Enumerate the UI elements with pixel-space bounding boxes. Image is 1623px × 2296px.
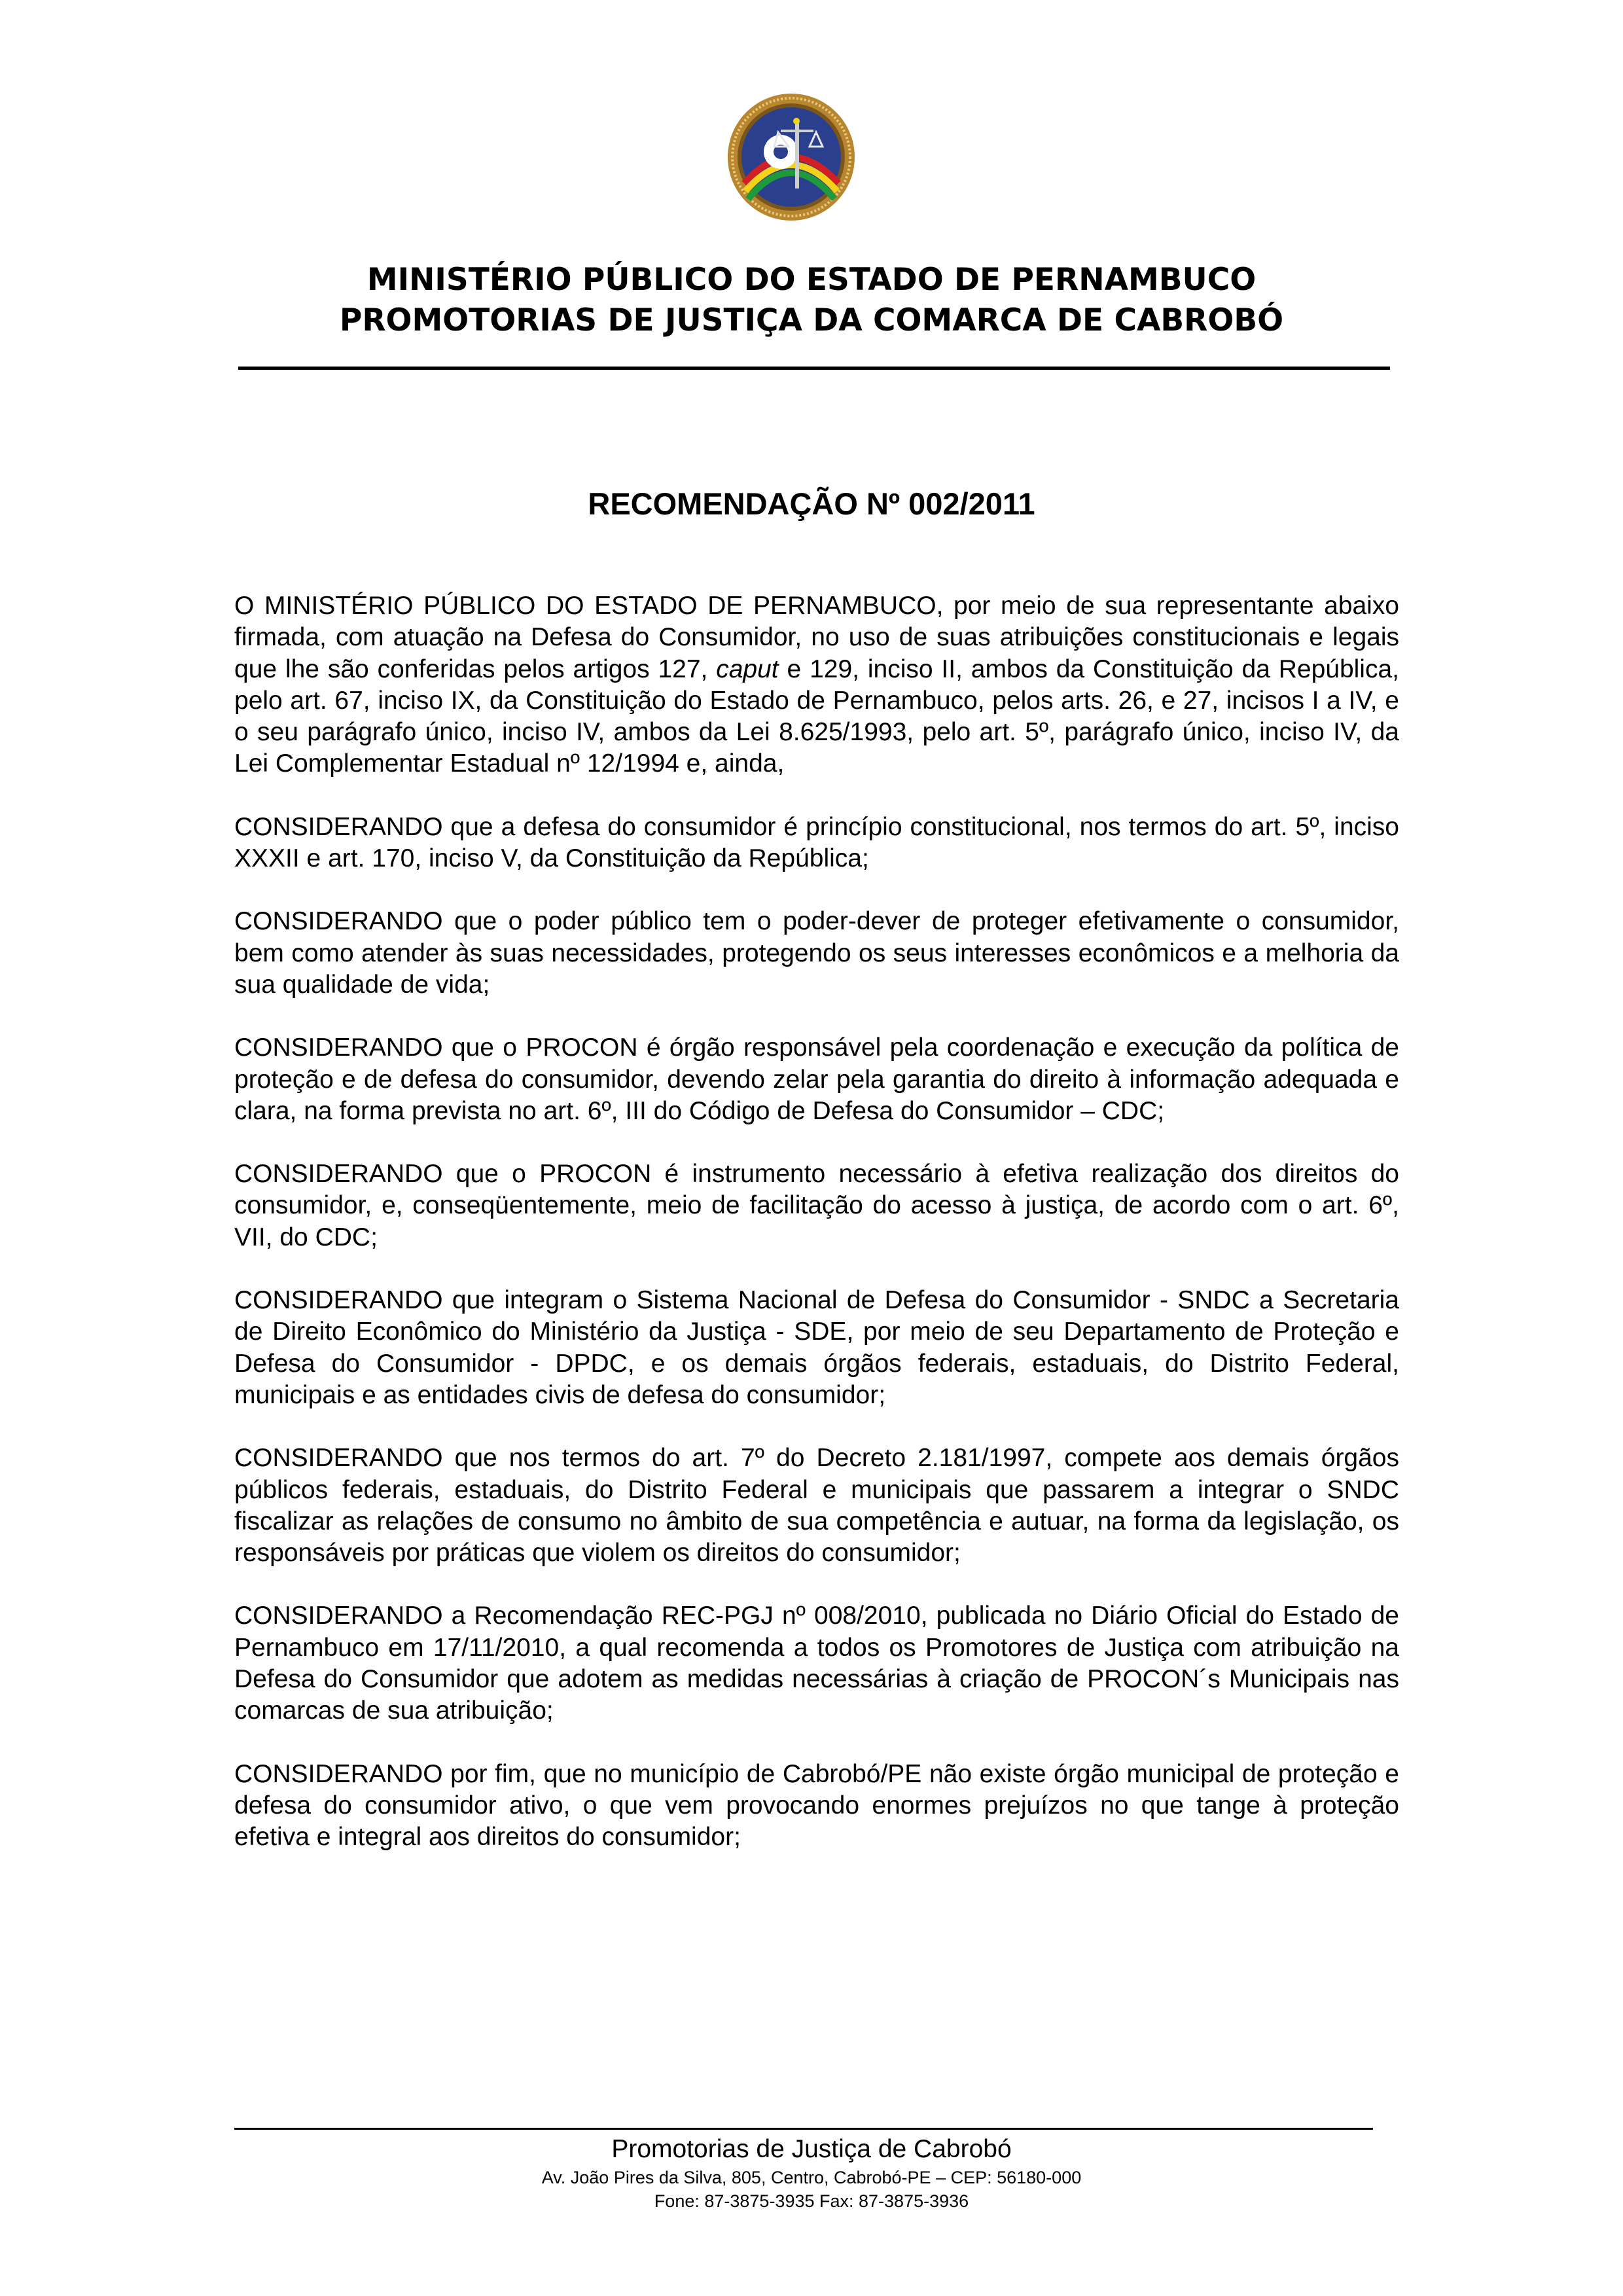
considerando-paragraph: CONSIDERANDO que nos termos do art. 7º do Decreto 2.181/1997, compete aos demais órgãos públicos federais, estaduais, do Distrito Federal e municipais que passarem a integrar o SNDC fiscalizar as relações de consumo no âmbito de sua competência e autuar, na forma da legislação, os responsáveis por práticas que violem os direitos do consumidor; bbox=[234, 1444, 1399, 1568]
header-divider bbox=[238, 367, 1390, 370]
considerando-paragraph: CONSIDERANDO que o poder público tem o poder-dever de proteger efetivamente o consumidor, bem como atender às suas necessidades, protegendo os seus interesses econômicos e a melhoria da sua qualidade de vida; bbox=[234, 907, 1399, 999]
considerando-paragraph: CONSIDERANDO que o PROCON é órgão responsável pela coordenação e execução da política de proteção e de defesa do consumidor, devendo zelar pela garantia do direito à informação adequada e clara, na forma prevista no art. 6º, III do Código de Defesa do Consumidor – CDC; bbox=[234, 1033, 1399, 1125]
document-body bbox=[234, 590, 1399, 1885]
footer-office-name: Promotorias de Justiça de Cabrobó bbox=[611, 2135, 1012, 2163]
preamble-paragraph: O MINISTÉRIO PÚBLICO DO ESTADO DE PERNAMBUCO, por meio de sua representante abaixo firmada, com atuação na Defesa do Consumidor, no uso de suas atribuições constitucionais e legais que lhe são conferidas pelos artigos 127, caput e 129, inciso II, ambos da Constituição da República, pelo art. 67, inciso IX, da Constituição do Estado de Pernambuco, pelos arts. 26, e 27, incisos I a IV, e o seu parágrafo único, inciso IV, ambos da Lei 8.625/1993, pelo art. 5º, parágrafo único, inciso IV, da Lei Complementar Estadual nº 12/1994 e, ainda, bbox=[234, 592, 1399, 778]
header-office-name: PROMOTORIAS DE JUSTIÇA DA COMARCA DE CABROBÓ bbox=[339, 302, 1284, 338]
footer-address: Av. João Pires da Silva, 805, Centro, Cabrobó-PE – CEP: 56180-000 bbox=[541, 2168, 1082, 2187]
considerando-paragraph: CONSIDERANDO que integram o Sistema Nacional de Defesa do Consumidor - SNDC a Secretaria de Direito Econômico do Ministério da Justiça - SDE, por meio de seu Departamento de Proteção e Defesa do Consumidor - DPDC, e os demais órgãos federais, estaduais, do Distrito Federal, municipais e as entidades civis de defesa do consumidor; bbox=[234, 1286, 1399, 1409]
considerando-paragraph: CONSIDERANDO por fim, que no município de Cabrobó/PE não existe órgão municipal de proteção e defesa do consumidor ativo, o que vem provocando enormes prejuízos no que tange à proteção efetiva e integral aos direitos do consumidor; bbox=[234, 1759, 1399, 1852]
footer-divider bbox=[234, 2128, 1373, 2130]
considerando-paragraph: CONSIDERANDO a Recomendação REC-PGJ nº 008/2010, publicada no Diário Oficial do Estado de Pernambuco em 17/11/2010, a qual recomenda a todos os Promotores de Justiça com atribuição na Defesa do Consumidor que adotem as medidas necessárias à criação de PROCON´s Municipais nas comarcas de sua atribuição; bbox=[234, 1602, 1399, 1725]
institution-seal-icon bbox=[726, 92, 857, 223]
considerando-paragraph: CONSIDERANDO que a defesa do consumidor é princípio constitucional, nos termos do art. 5º, inciso XXXII e art. 170, inciso V, da Constituição da República; bbox=[234, 812, 1399, 873]
header-institution-name: MINISTÉRIO PÚBLICO DO ESTADO DE PERNAMBUCO bbox=[366, 262, 1257, 298]
considerando-paragraph: CONSIDERANDO que o PROCON é instrumento necessário à efetiva realização dos direitos do consumidor, e, conseqüentemente, meio de facilitação do acesso à justiça, de acordo com o art. 6º, VII, do CDC; bbox=[234, 1160, 1399, 1251]
document-title: RECOMENDAÇÃO Nº 002/2011 bbox=[588, 486, 1035, 521]
footer-phone: Fone: 87-3875-3935 Fax: 87-3875-3936 bbox=[654, 2191, 969, 2211]
italic-term: caput bbox=[716, 655, 779, 683]
